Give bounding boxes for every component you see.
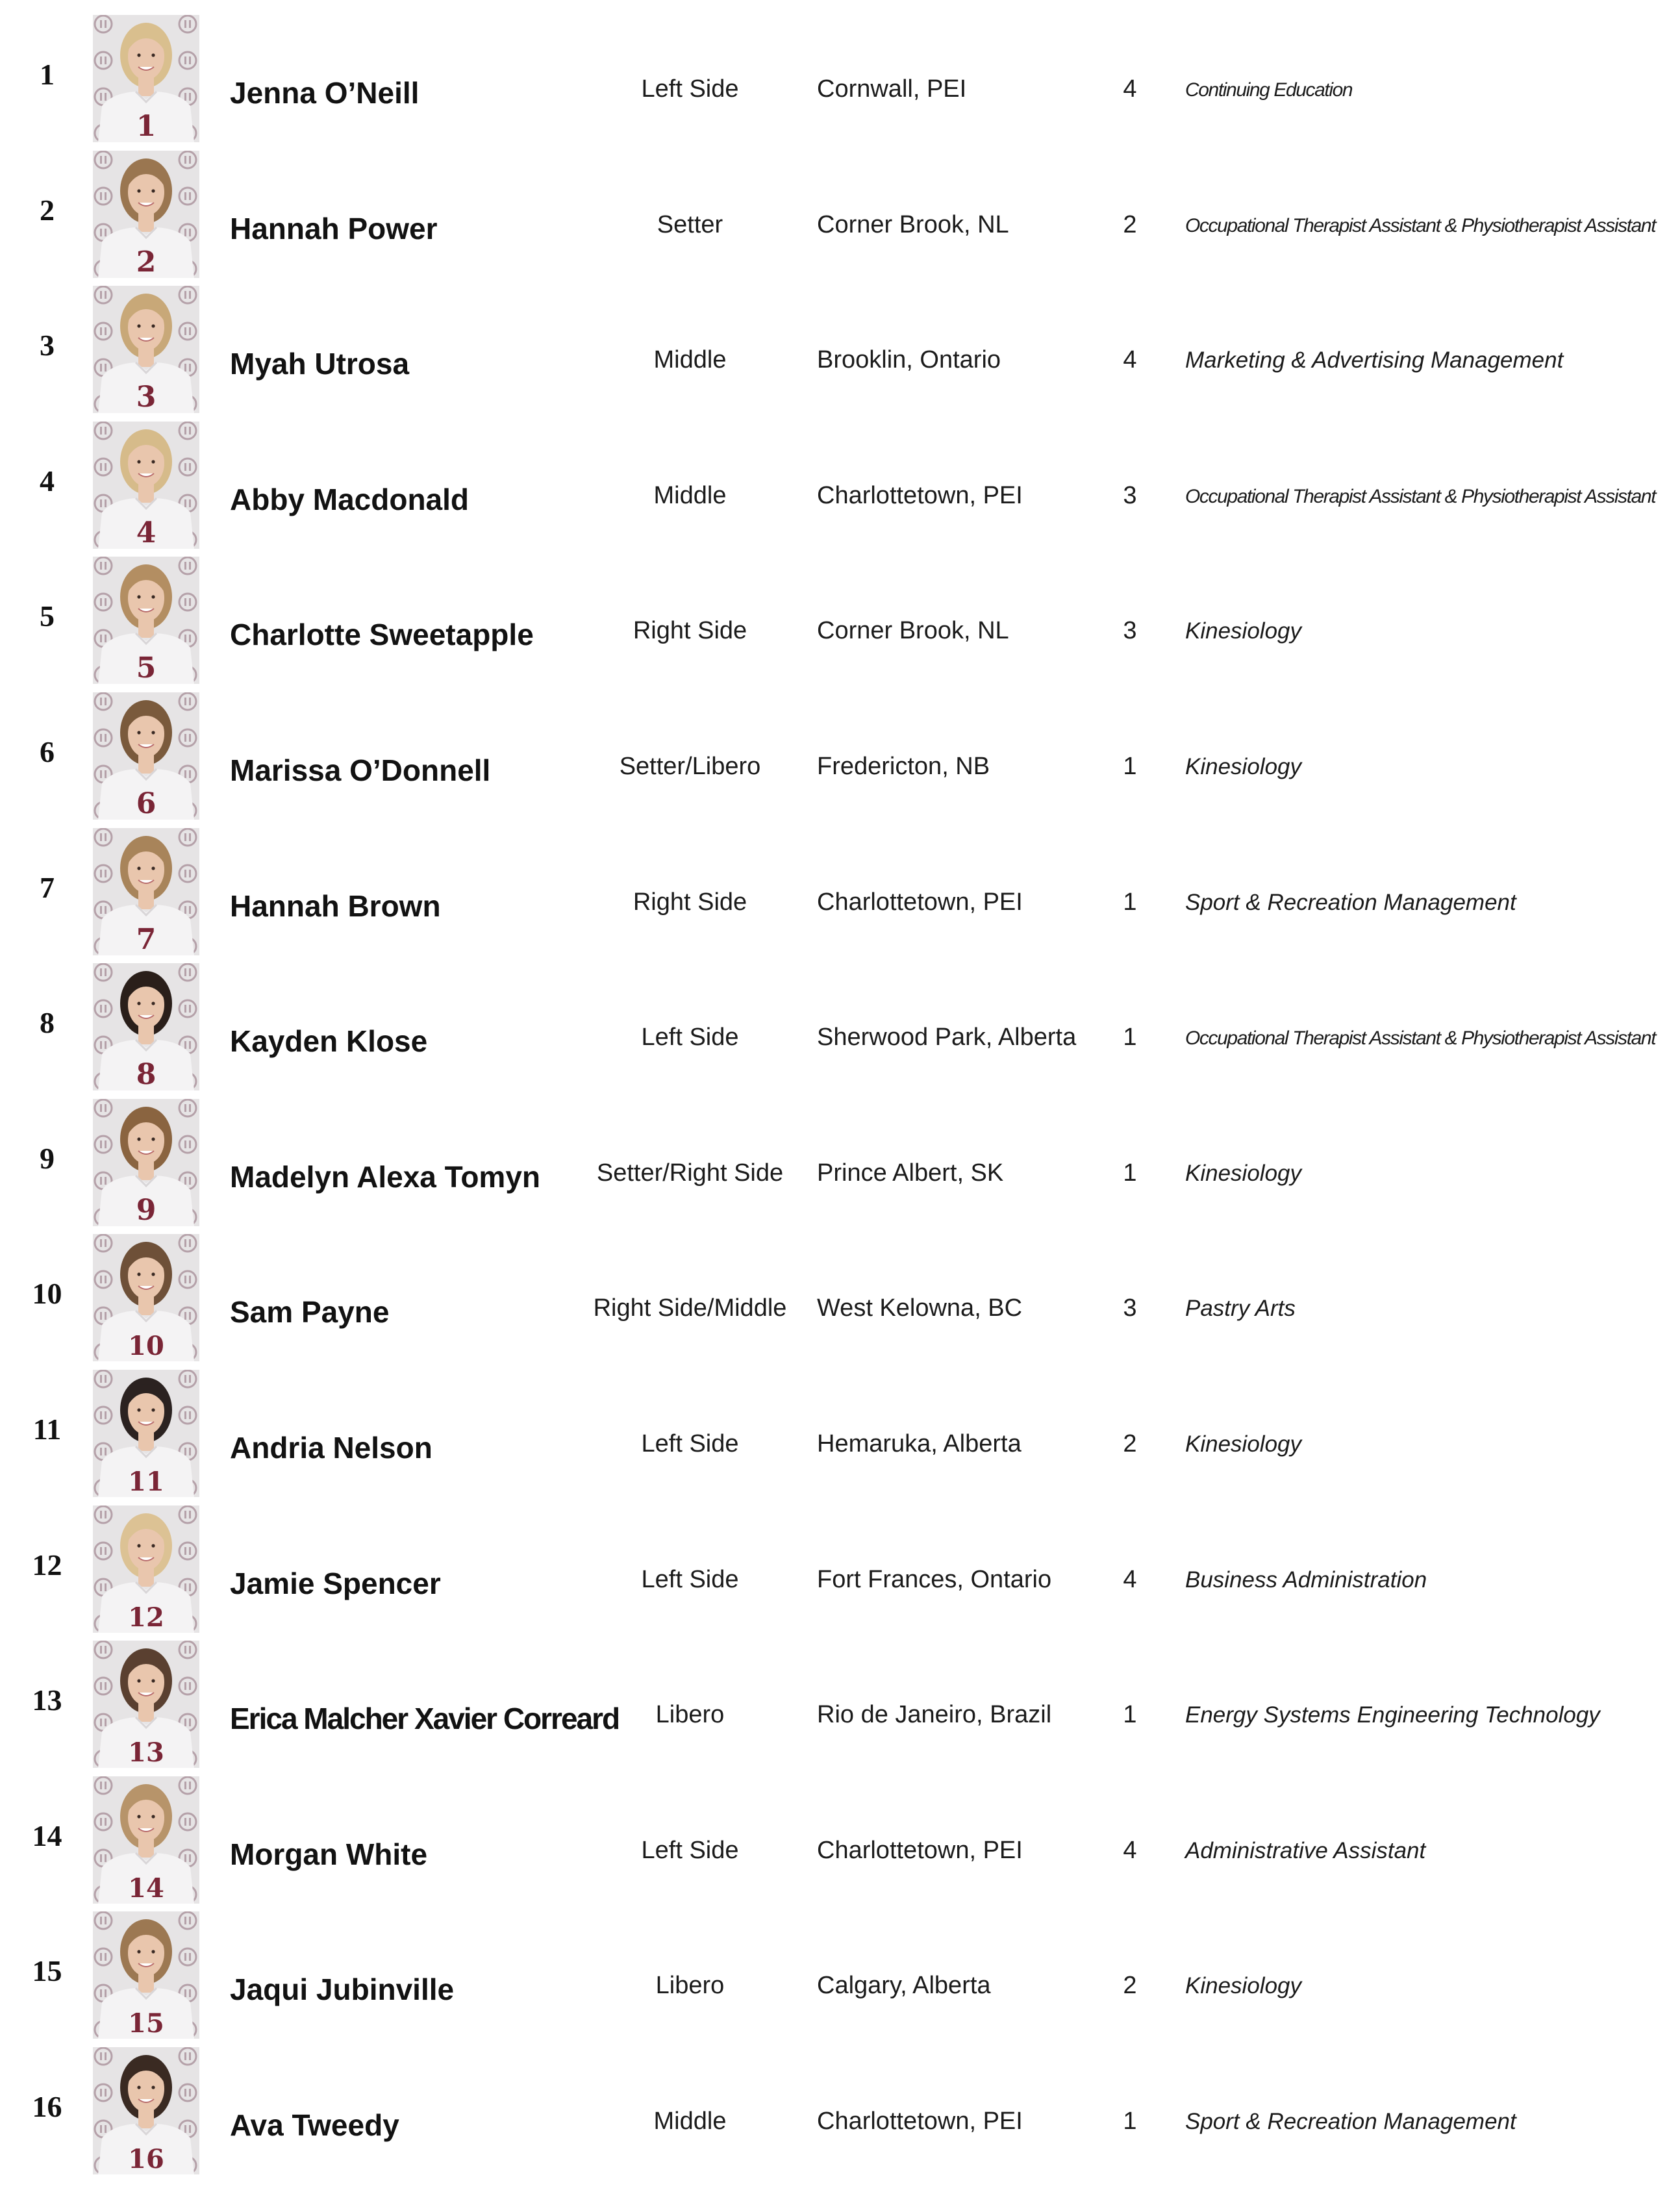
roster-list xyxy=(0,13,1680,2181)
player-hometown: Fort Frances, Ontario xyxy=(817,1565,1052,1593)
player-program: Pastry Arts xyxy=(1185,1296,1296,1322)
player-year: 3 xyxy=(1123,1294,1137,1322)
roster-number: 7 xyxy=(40,870,55,904)
roster-number: 6 xyxy=(40,735,55,768)
player-photo xyxy=(93,15,199,142)
player-name: Andria Nelson xyxy=(230,1430,433,1465)
player-year: 2 xyxy=(1123,1430,1137,1457)
roster-row xyxy=(0,149,1680,284)
player-program: Marketing & Advertising Management xyxy=(1185,347,1564,373)
svg-text:7: 7 xyxy=(136,922,157,955)
player-hometown: Charlottetown, PEI xyxy=(817,481,1023,509)
player-hometown: Corner Brook, NL xyxy=(817,210,1009,238)
roster-row xyxy=(0,2045,1680,2181)
player-program: Occupational Therapist Assistant & Physiotherapist Assistant xyxy=(1185,214,1656,236)
roster-row xyxy=(0,1504,1680,1639)
player-position: Left Side xyxy=(641,1565,739,1593)
svg-text:4: 4 xyxy=(136,516,157,549)
svg-text:11: 11 xyxy=(128,1466,164,1497)
player-position: Right Side xyxy=(633,617,747,645)
player-name: Hannah Power xyxy=(230,211,438,246)
player-year: 3 xyxy=(1123,617,1137,645)
svg-text:10: 10 xyxy=(128,1331,164,1362)
player-hometown: Charlottetown, PEI xyxy=(817,888,1023,916)
svg-text:5: 5 xyxy=(136,651,157,685)
player-program: Kinesiology xyxy=(1185,1160,1301,1186)
roster-row xyxy=(0,420,1680,555)
player-position: Setter/Libero xyxy=(619,752,761,780)
player-year: 1 xyxy=(1123,752,1137,780)
player-position: Middle xyxy=(653,481,727,509)
player-name: Erica Malcher Xavier Correard xyxy=(230,1702,620,1736)
roster-row xyxy=(0,1639,1680,1774)
roster-number: 11 xyxy=(32,1412,62,1446)
player-position: Middle xyxy=(653,346,727,374)
roster-row xyxy=(0,13,1680,149)
player-photo xyxy=(93,1505,199,1633)
player-name: Jamie Spencer xyxy=(230,1566,441,1600)
player-hometown: Prince Albert, SK xyxy=(817,1159,1004,1187)
player-name: Jaqui Jubinville xyxy=(230,1972,455,2007)
roster-number: 15 xyxy=(32,1954,62,1988)
player-photo xyxy=(93,692,199,820)
roster-row xyxy=(0,1368,1680,1504)
svg-text:6: 6 xyxy=(136,787,157,820)
player-photo xyxy=(93,286,199,413)
roster-row xyxy=(0,1232,1680,1368)
player-program: Business Administration xyxy=(1185,1567,1427,1593)
player-name: Jenna O’Neill xyxy=(230,76,420,110)
svg-text:1: 1 xyxy=(136,110,157,142)
player-year: 2 xyxy=(1123,1972,1137,2000)
player-hometown: Charlottetown, PEI xyxy=(817,1836,1023,1864)
player-name: Morgan White xyxy=(230,1837,428,1871)
player-program: Sport & Recreation Management xyxy=(1185,2108,1516,2134)
player-position: Left Side xyxy=(641,1024,739,1052)
player-position: Left Side xyxy=(641,75,739,103)
svg-text:15: 15 xyxy=(128,2008,164,2039)
player-name: Ava Tweedy xyxy=(230,2108,399,2142)
svg-text:2: 2 xyxy=(136,245,157,278)
player-position: Setter xyxy=(657,210,723,238)
player-name: Charlotte Sweetapple xyxy=(230,618,534,652)
player-hometown: Brooklin, Ontario xyxy=(817,346,1001,374)
svg-text:8: 8 xyxy=(136,1058,157,1091)
roster-number: 10 xyxy=(32,1277,62,1311)
player-name: Abby Macdonald xyxy=(230,482,470,516)
player-hometown: West Kelowna, BC xyxy=(817,1294,1023,1322)
roster-row xyxy=(0,690,1680,826)
svg-text:14: 14 xyxy=(128,1872,164,1904)
player-position: Right Side xyxy=(633,888,747,916)
player-year: 4 xyxy=(1123,1836,1137,1864)
roster-row xyxy=(0,1097,1680,1233)
player-program: Administrative Assistant xyxy=(1185,1837,1426,1863)
player-year: 1 xyxy=(1123,1701,1137,1729)
roster-number: 2 xyxy=(40,193,55,227)
roster-row xyxy=(0,284,1680,420)
svg-text:13: 13 xyxy=(128,1737,164,1769)
roster-number: 9 xyxy=(40,1141,55,1175)
player-year: 1 xyxy=(1123,888,1137,916)
roster-number: 16 xyxy=(32,2089,62,2123)
player-photo xyxy=(93,828,199,955)
player-position: Right Side/Middle xyxy=(593,1294,787,1322)
player-hometown: Corner Brook, NL xyxy=(817,617,1009,645)
player-photo xyxy=(93,1641,199,1768)
player-position: Left Side xyxy=(641,1836,739,1864)
player-name: Myah Utrosa xyxy=(230,347,410,381)
roster-row xyxy=(0,555,1680,690)
player-year: 1 xyxy=(1123,1159,1137,1187)
player-year: 3 xyxy=(1123,481,1137,509)
player-program: Occupational Therapist Assistant & Physiotherapist Assistant xyxy=(1185,1027,1656,1050)
player-program: Continuing Education xyxy=(1185,79,1353,101)
player-program: Kinesiology xyxy=(1185,1431,1301,1457)
roster-number: 14 xyxy=(32,1819,62,1852)
player-position: Setter/Right Side xyxy=(596,1159,784,1187)
player-year: 1 xyxy=(1123,1024,1137,1052)
svg-text:12: 12 xyxy=(128,1602,164,1633)
player-photo xyxy=(93,151,199,278)
player-hometown: Cornwall, PEI xyxy=(817,75,967,103)
player-program: Occupational Therapist Assistant & Physiotherapist Assistant xyxy=(1185,485,1656,507)
player-hometown: Rio de Janeiro, Brazil xyxy=(817,1701,1052,1729)
roster-number: 4 xyxy=(40,464,55,498)
roster-row xyxy=(0,826,1680,962)
player-hometown: Calgary, Alberta xyxy=(817,1972,991,2000)
player-photo xyxy=(93,1911,199,2039)
roster-row xyxy=(0,1909,1680,2045)
player-year: 1 xyxy=(1123,2107,1137,2135)
player-name: Kayden Klose xyxy=(230,1024,428,1059)
player-program: Kinesiology xyxy=(1185,753,1301,779)
player-year: 4 xyxy=(1123,1565,1137,1593)
roster-number: 13 xyxy=(32,1683,62,1717)
player-photo xyxy=(93,1234,199,1361)
player-photo xyxy=(93,963,199,1090)
player-position: Libero xyxy=(655,1972,725,2000)
player-name: Hannah Brown xyxy=(230,888,441,923)
player-program: Energy Systems Engineering Technology xyxy=(1185,1702,1600,1728)
svg-text:3: 3 xyxy=(136,381,157,414)
player-position: Libero xyxy=(655,1701,725,1729)
player-photo xyxy=(93,1776,199,1904)
player-year: 4 xyxy=(1123,75,1137,103)
player-position: Left Side xyxy=(641,1430,739,1457)
svg-text:9: 9 xyxy=(136,1193,157,1226)
player-name: Madelyn Alexa Tomyn xyxy=(230,1159,541,1194)
player-photo xyxy=(93,1099,199,1226)
roster-number: 8 xyxy=(40,1006,55,1040)
player-year: 4 xyxy=(1123,346,1137,374)
roster-row xyxy=(0,1774,1680,1910)
player-program: Kinesiology xyxy=(1185,618,1301,644)
roster-number: 1 xyxy=(40,58,55,91)
svg-text:16: 16 xyxy=(128,2143,164,2174)
player-name: Sam Payne xyxy=(230,1295,390,1329)
player-hometown: Charlottetown, PEI xyxy=(817,2107,1023,2135)
roster-number: 3 xyxy=(40,329,55,362)
player-hometown: Fredericton, NB xyxy=(817,752,990,780)
player-photo xyxy=(93,1370,199,1497)
player-hometown: Sherwood Park, Alberta xyxy=(817,1024,1077,1052)
player-program: Sport & Recreation Management xyxy=(1185,889,1516,915)
player-name: Marissa O’Donnell xyxy=(230,753,491,787)
roster-number: 5 xyxy=(40,599,55,633)
player-program: Kinesiology xyxy=(1185,1973,1301,1999)
player-photo xyxy=(93,422,199,549)
player-photo xyxy=(93,2047,199,2174)
player-year: 2 xyxy=(1123,210,1137,238)
roster-row xyxy=(0,961,1680,1097)
player-photo xyxy=(93,557,199,684)
roster-number: 12 xyxy=(32,1548,62,1581)
player-hometown: Hemaruka, Alberta xyxy=(817,1430,1022,1457)
player-position: Middle xyxy=(653,2107,727,2135)
